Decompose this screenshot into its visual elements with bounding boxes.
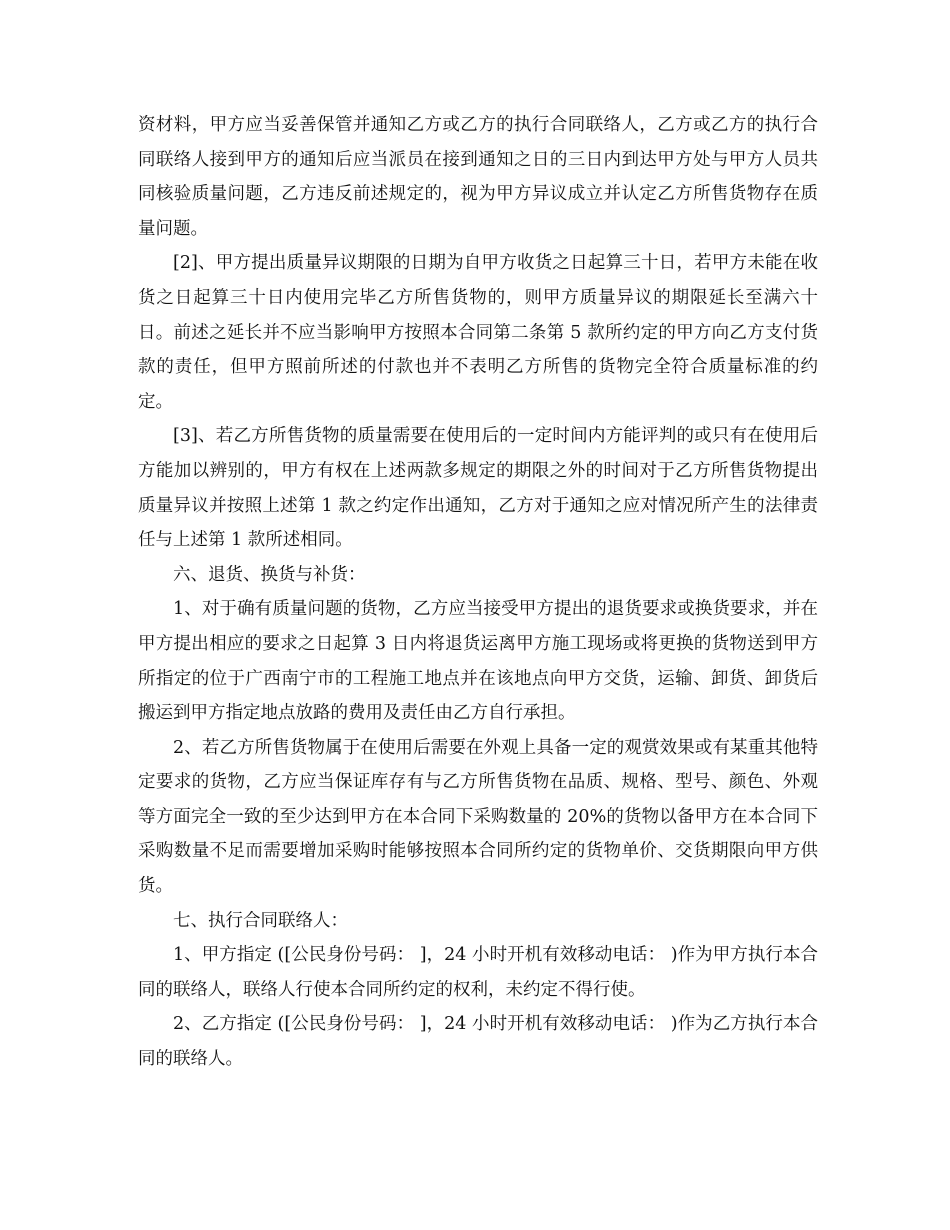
paragraph-delayed-quality-evaluation: [3]、若乙方所售货物的质量需要在使用后的一定时间内方能评判的或只有在使用后方能加以辨别的，甲方有权在上述两款多规定的期限之外的时间对于乙方所售货物提出质量异议并按照上述第 1 款之约定作出通知，乙方对于通知之应对情况所产生的法律责任与上述第 1 款所述相同。	[138, 426, 818, 551]
section-heading-contacts: 七、执行合同联络人：	[173, 910, 348, 931]
paragraph-returns-clause-2: 2、若乙方所售货物属于在使用后需要在外观上具备一定的观赏效果或有某重其他特定要求的货物，乙方应当保证库存有与乙方所售货物在品质、规格、型号、颜色、外观等方面完全一致的至少达到甲方在本合同下采购数量的 20%的货物以备甲方在本合同下采购数量不足而需要增加采购时能够按照本合同所约定的货物单价、交货期限向甲方供货。	[138, 737, 818, 897]
document-page	[138, 108, 818, 1077]
paragraph-quality-objection-period: [2]、甲方提出质量异议期限的日期为自甲方收货之日起算三十日，若甲方未能在收货之日起算三十日内使用完毕乙方所售货物的，则甲方质量异议的期限延长至满六十日。前述之延长并不应当影响甲方按照本合同第二条第 5 款所约定的甲方向乙方支付货款的责任，但甲方照前所述的付款也并不表明乙方所售的货物完全符合质量标准的约定。	[138, 253, 818, 412]
paragraph-party-b-contact: 2、乙方指定 ([公民身份号码： ]，24 小时开机有效移动电话： )作为乙方执行本合同的联络人。	[138, 1014, 818, 1070]
paragraph-party-a-contact: 1、甲方指定 ([公民身份号码： ]，24 小时开机有效移动电话： )作为甲方执行本合同的联络人，联络人行使本合同所约定的权利，未约定不得行使。	[138, 945, 818, 1000]
paragraph-1-continuation: 资材料，甲方应当妥善保管并通知乙方或乙方的执行合同联络人，乙方或乙方的执行合同联络人接到甲方的通知后应当派员在接到通知之日的三日内到达甲方处与甲方人员共同核验质量问题，乙方违反前述规定的，视为甲方异议成立并认定乙方所售货物存在质量问题。	[138, 115, 818, 239]
paragraph-returns-clause-1: 1、对于确有质量问题的货物，乙方应当接受甲方提出的退货要求或换货要求，并在甲方提出相应的要求之日起算 3 日内将退货运离甲方施工现场或将更换的货物送到甲方所指定的位于广西南宁市的工程施工地点并在该地点向甲方交货，运输、卸货、卸货后搬运到甲方指定地点放路的费用及责任由乙方自行承担。	[138, 599, 818, 724]
section-heading-returns: 六、退货、换货与补货：	[173, 564, 366, 585]
